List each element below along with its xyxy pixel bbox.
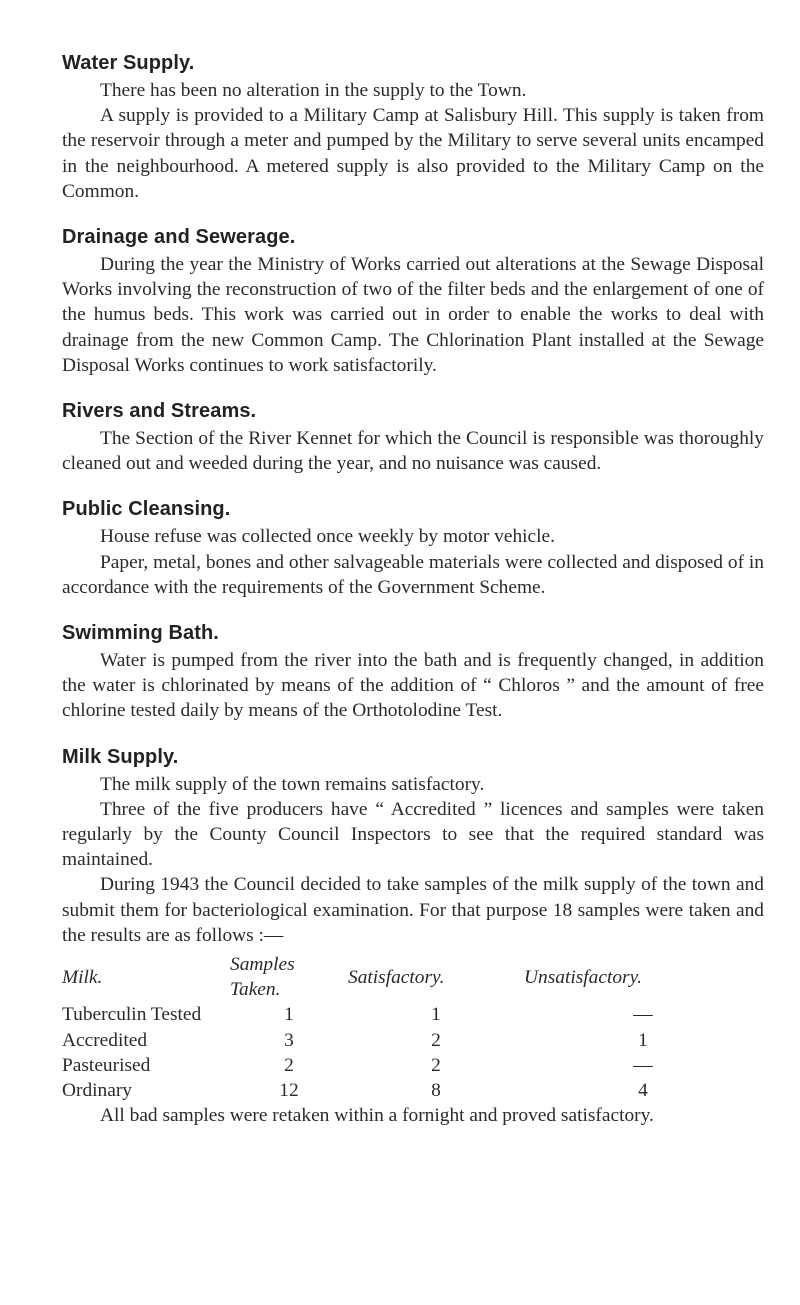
milk-section bbox=[62, 746, 764, 1129]
section-heading: Water Supply. bbox=[62, 52, 195, 74]
table-cell: 4 bbox=[638, 1080, 648, 1102]
paragraph: Paper, metal, bones and other salvageable materials were collected and disposed of in accordance with the requirements of the Government Scheme. bbox=[62, 551, 764, 598]
cleansing-section bbox=[62, 498, 764, 600]
milk-results-table bbox=[62, 952, 762, 1103]
paragraph: During 1943 the Council decided to take samples of the milk supply of the town and submit them for bacteriological examination. For that purpose 18 samples were taken and the results are as follows :— bbox=[62, 874, 764, 946]
table-cell: Accredited bbox=[62, 1029, 148, 1051]
closing-paragraph: All bad samples were retaken within a fornight and proved satisfactory. bbox=[100, 1105, 654, 1127]
table-cell: — bbox=[633, 1004, 653, 1026]
paragraph: There has been no alteration in the supply to the Town. bbox=[100, 80, 527, 101]
paragraph: The Section of the River Kennet for which the Council is responsible was thoroughly cleaned out and weeded during the year, and no nuisance was caused. bbox=[62, 428, 764, 475]
table-cell: 1 bbox=[284, 1004, 294, 1026]
paragraph: During the year the Ministry of Works carried out alterations at the Sewage Disposal Works involving the reconstruction of two of the filter beds and the enlargement of one of the humus beds. This work was carried out in order to enable the works to deal with drainage from the new Common Camp. The Chlorination Plant installed at the Sewage Disposal Works continues to work satisfactorily. bbox=[62, 254, 764, 376]
table-cell: Pasteurised bbox=[62, 1054, 151, 1076]
paragraph: Water is pumped from the river into the bath and is frequently changed, in addition the water is chlorinated by means of the addition of “ Chloros ” and the amount of free chlorine tested daily by means of the Orthotolodine Test. bbox=[62, 650, 764, 722]
table-cell: 8 bbox=[431, 1080, 441, 1102]
table-cell: 1 bbox=[431, 1004, 441, 1026]
table-cell: — bbox=[633, 1054, 653, 1076]
table-cell: 3 bbox=[284, 1029, 294, 1051]
section-heading: Milk Supply. bbox=[62, 745, 179, 768]
section-heading: Drainage and Sewerage. bbox=[62, 226, 296, 249]
table-header-row bbox=[62, 952, 762, 1002]
column-header: Samples Taken. bbox=[230, 954, 295, 1001]
section-heading: Rivers and Streams. bbox=[62, 400, 257, 423]
paragraph: House refuse was collected once weekly by motor vehicle. bbox=[100, 526, 555, 548]
paragraph: Three of the five producers have “ Accredited ” licences and samples were taken regularly by the County Council Inspectors to see that the required standard was maintained. bbox=[62, 798, 764, 871]
water-supply-section bbox=[62, 52, 764, 204]
table-row bbox=[62, 1028, 762, 1053]
paragraph: The milk supply of the town remains satisfactory. bbox=[100, 773, 485, 795]
table-cell: 12 bbox=[279, 1080, 299, 1102]
table-cell: 2 bbox=[431, 1054, 441, 1076]
table-cell: Tuberculin Tested bbox=[62, 1004, 202, 1026]
section-heading: Swimming Bath. bbox=[62, 622, 219, 645]
section-heading: Public Cleansing. bbox=[62, 498, 231, 521]
column-header: Milk. bbox=[62, 966, 103, 988]
table-row bbox=[62, 1078, 762, 1103]
table-cell: 2 bbox=[431, 1029, 441, 1051]
column-header: Unsatisfactory. bbox=[524, 966, 642, 988]
column-header: Satisfactory. bbox=[348, 966, 445, 988]
swimming-section bbox=[62, 622, 764, 724]
table-row bbox=[62, 1002, 762, 1027]
rivers-section bbox=[62, 400, 764, 476]
table-row bbox=[62, 1053, 762, 1078]
table-cell: 2 bbox=[284, 1054, 294, 1076]
drainage-section bbox=[62, 226, 764, 378]
table-cell: Ordinary bbox=[62, 1080, 132, 1102]
table-cell: 1 bbox=[638, 1029, 648, 1051]
paragraph: A supply is provided to a Military Camp at Salisbury Hill. This supply is taken from the reservoir through a meter and pumped by the Military to serve several units encamped in the neighbourhood. A metered supply is also provided to the Military Camp on the Common. bbox=[62, 105, 764, 202]
